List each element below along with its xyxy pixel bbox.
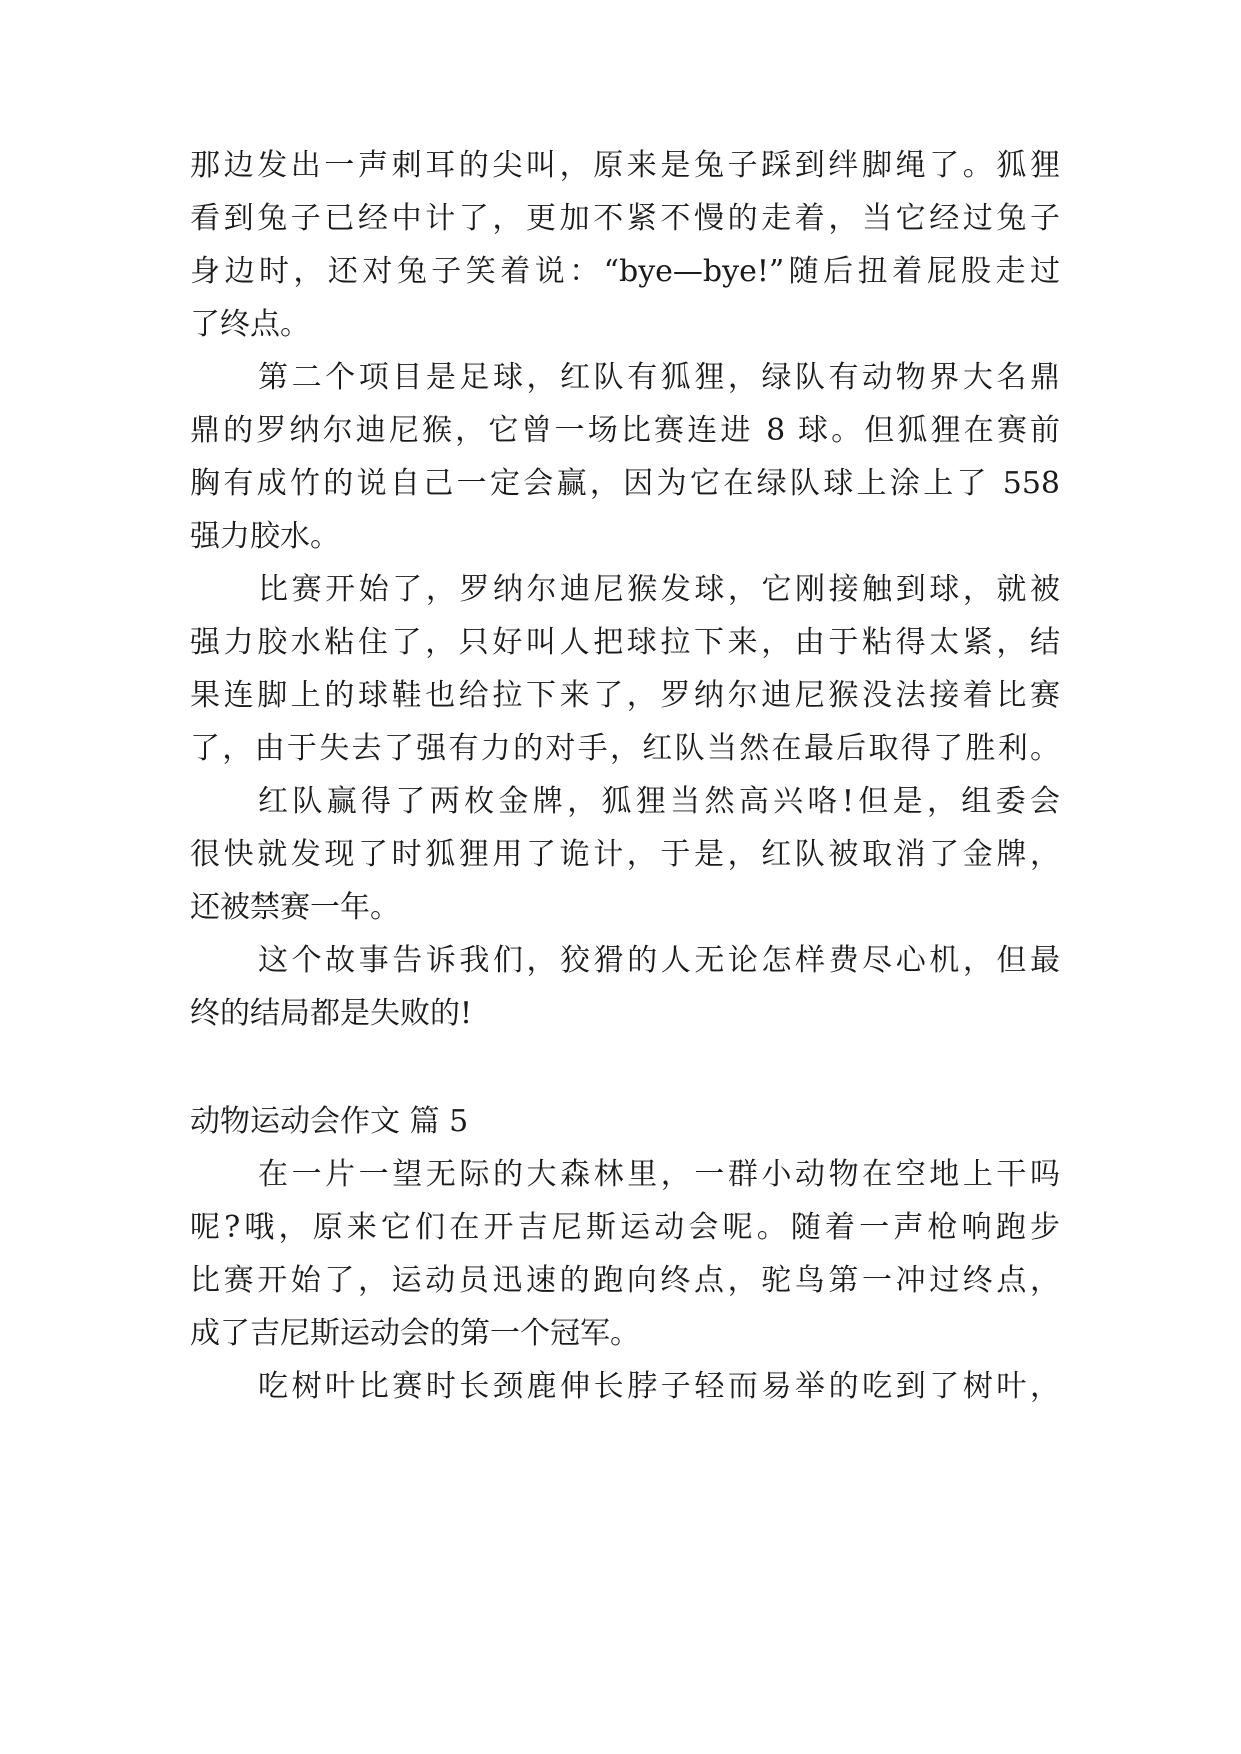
paragraph-line: 鼎的罗纳尔迪尼猴，它曾一场比赛连进 8 球。但狐狸在赛前 xyxy=(190,413,1060,448)
paragraph-line: 终的结局都是失败的! xyxy=(190,996,473,1031)
paragraph-line: 比赛开始了，运动员迅速的跑向终点，驼鸟第一冲过终点， xyxy=(190,1263,1060,1298)
paragraph-line: 看到兔子已经中计了，更加不紧不慢的走着，当它经过兔子 xyxy=(190,201,1060,236)
paragraph-line: 红队赢得了两枚金牌，狐狸当然高兴咯!但是，组委会 xyxy=(258,784,1060,819)
paragraph-line: 身边时，还对兔子笑着说：“bye—bye!”随后扭着屁股走过 xyxy=(190,254,1060,289)
paragraph-line: 比赛开始了，罗纳尔迪尼猴发球，它刚接触到球，就被 xyxy=(258,572,1060,607)
paragraph-line: 这个故事告诉我们，狡猾的人无论怎样费尽心机，但最 xyxy=(258,943,1060,978)
paragraph-line: 胸有成竹的说自己一定会赢，因为它在绿队球上涂上了 558 xyxy=(190,466,1060,501)
paragraph-line: 了，由于失去了强有力的对手，红队当然在最后取得了胜利。 xyxy=(190,731,1060,766)
paragraph-line: 果连脚上的球鞋也给拉下来了，罗纳尔迪尼猴没法接着比赛 xyxy=(190,678,1060,713)
paragraph-line: 那边发出一声刺耳的尖叫，原来是兔子踩到绊脚绳了。狐狸 xyxy=(190,148,1060,183)
section-heading: 动物运动会作文 篇 5 xyxy=(190,1104,469,1139)
paragraph-line: 吃树叶比赛时长颈鹿伸长脖子轻而易举的吃到了树叶， xyxy=(258,1369,1060,1404)
paragraph-line: 呢?哦，原来它们在开吉尼斯运动会呢。随着一声枪响跑步 xyxy=(190,1210,1060,1245)
paragraph-line: 了终点。 xyxy=(190,307,310,342)
paragraph-line: 第二个项目是足球，红队有狐狸，绿队有动物界大名鼎 xyxy=(258,360,1060,395)
paragraph-line: 还被禁赛一年。 xyxy=(190,890,400,925)
paragraph-line: 强力胶水。 xyxy=(190,519,340,554)
paragraph-line: 很快就发现了时狐狸用了诡计，于是，红队被取消了金牌， xyxy=(190,837,1060,872)
paragraph-line: 在一片一望无际的大森林里，一群小动物在空地上干吗 xyxy=(258,1157,1060,1192)
paragraph-line: 成了吉尼斯运动会的第一个冠军。 xyxy=(190,1316,640,1351)
paragraph-line: 强力胶水粘住了，只好叫人把球拉下来，由于粘得太紧，结 xyxy=(190,625,1060,660)
